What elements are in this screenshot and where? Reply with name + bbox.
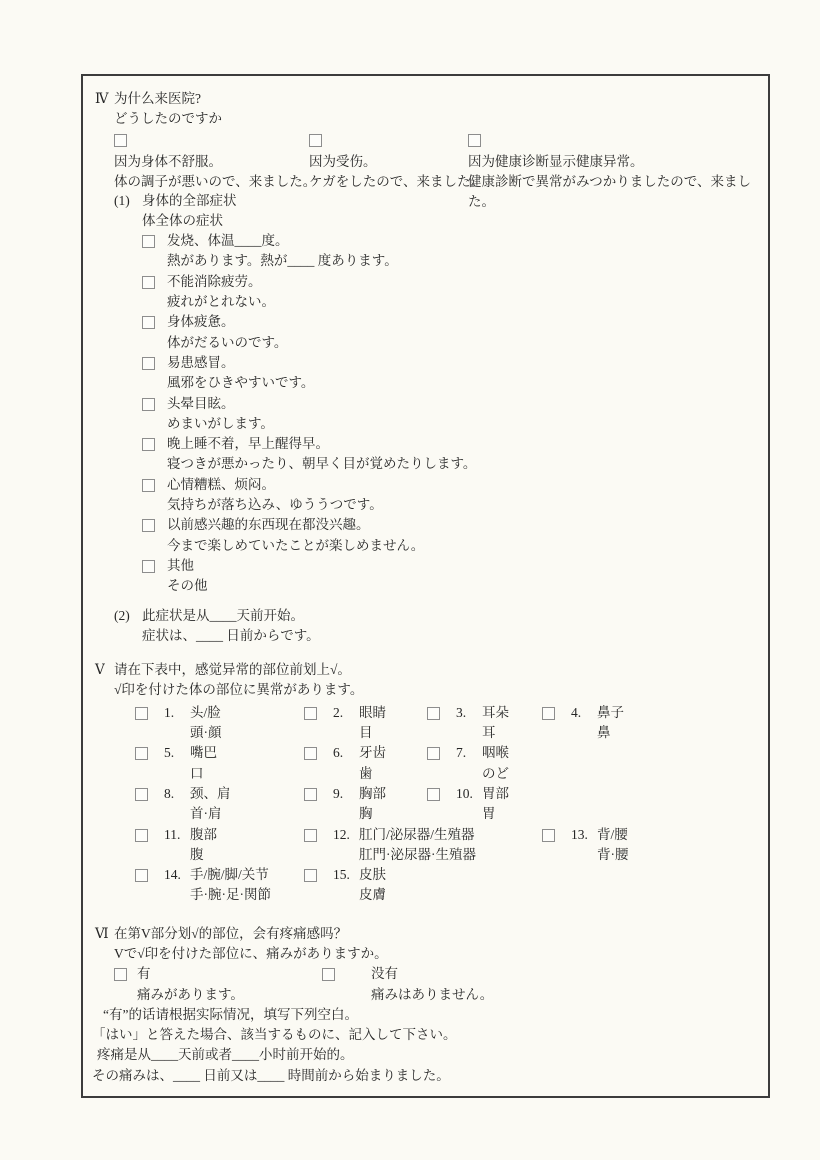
pain-note-cn: “有”的话请根据实际情况，填写下列空白。	[103, 1006, 358, 1022]
body-part-label-jp: 胸	[359, 806, 373, 822]
checkbox[interactable]	[142, 560, 155, 573]
section-v-title-jp: √印を付けた体の部位に異常があります。	[114, 682, 364, 698]
body-part-row	[83, 784, 758, 825]
body-part-label-jp: 背·腰	[597, 846, 629, 862]
body-part-label-jp: 耳	[482, 725, 496, 741]
checkbox[interactable]	[322, 968, 335, 981]
body-part-number: 12.	[333, 826, 350, 842]
symptom-label-cn: 以前感兴趣的东西现在都没兴趣。	[167, 517, 370, 533]
checkbox[interactable]	[135, 788, 148, 801]
pain-no-option	[322, 964, 493, 1005]
body-part-item	[542, 825, 629, 866]
body-part-item	[135, 703, 222, 744]
pain-yes-label-cn: 有	[137, 966, 151, 982]
checkbox[interactable]	[142, 235, 155, 248]
body-part-label-cn: 耳朵	[482, 704, 509, 720]
checkbox[interactable]	[309, 134, 322, 147]
body-part-item	[135, 865, 271, 906]
symptom-lethargy	[142, 312, 758, 353]
body-part-number: 13.	[571, 826, 588, 842]
body-part-label-cn: 牙齿	[359, 745, 386, 761]
pain-yes-label-jp: 痛みがあります。	[137, 986, 244, 1002]
pain-no-label-cn: 没有	[371, 966, 398, 982]
body-part-number: 1.	[164, 704, 175, 720]
symptom-label-jp: 疲れがとれない。	[167, 294, 275, 310]
body-part-label-cn: 颈、肩	[190, 785, 231, 801]
body-part-label-jp: 口	[190, 765, 204, 781]
body-part-label-jp: のど	[482, 765, 509, 781]
section-iv-title-cn: 为什么来医院?	[114, 91, 201, 106]
symptom-fatigue-persistent	[142, 272, 758, 313]
checkbox[interactable]	[304, 747, 317, 760]
symptom-label-jp: 気持ちが落ち込み、ゆううつです。	[167, 497, 383, 513]
pain-duration-jp: その痛みは、____ 日前又は____ 時間前から始まりました。	[92, 1067, 450, 1083]
body-part-item	[304, 865, 386, 906]
body-part-item	[135, 825, 217, 866]
sub2-text-cn: 此症状是从____天前开始。	[142, 607, 304, 623]
sub1-title-jp: 体全体の症状	[142, 212, 223, 228]
symptom-label-jp: 寝つきが悪かったり、朝早く目が覚めたりします。	[167, 456, 477, 472]
checkbox[interactable]	[135, 747, 148, 760]
symptom-label-jp: 体がだるいのです。	[167, 334, 288, 350]
reason-label-cn: 因为受伤。	[309, 153, 377, 169]
body-part-label-cn: 背/腰	[597, 826, 628, 842]
checkbox[interactable]	[142, 276, 155, 289]
body-part-label-cn: 眼睛	[359, 704, 386, 720]
sub1-title-cn: 身体的全部症状	[142, 192, 237, 208]
checkbox[interactable]	[142, 519, 155, 532]
checkbox[interactable]	[304, 707, 317, 720]
body-part-label-cn: 咽喉	[482, 745, 509, 761]
pain-note-jp: 「はい」と答えた場合、該当するものに、記入して下さい。	[92, 1027, 457, 1043]
pain-no-label-jp: 痛みはありません。	[371, 986, 494, 1002]
checkbox[interactable]	[542, 707, 555, 720]
body-part-item	[304, 784, 386, 825]
pain-duration-cn: 疼痛是从____天前或者____小时前开始的。	[97, 1047, 354, 1063]
symptom-catch-cold-easily	[142, 353, 758, 394]
body-part-label-cn: 鼻子	[597, 704, 624, 720]
symptom-label-jp: 今まで楽しめていたことが楽しめません。	[167, 537, 425, 553]
sub2-duration	[114, 606, 758, 647]
checkbox[interactable]	[142, 438, 155, 451]
body-part-number: 9.	[333, 785, 344, 801]
body-part-item	[304, 743, 386, 784]
section-iv-title-jp: どうしたのですか	[114, 111, 222, 127]
checkbox[interactable]	[468, 134, 481, 147]
symptom-label-cn: 身体疲惫。	[167, 314, 235, 330]
body-part-number: 6.	[333, 745, 344, 761]
body-part-label-jp: 胃	[482, 806, 496, 822]
section-iv-heading	[95, 89, 758, 109]
body-part-label-jp: 歯	[359, 765, 373, 781]
symptom-label-cn: 晚上睡不着，早上醒得早。	[167, 436, 329, 452]
body-part-label-jp: 肛門·泌尿器·生殖器	[359, 846, 476, 862]
body-part-number: 3.	[456, 704, 467, 720]
symptom-label-jp: その他	[167, 578, 208, 594]
body-part-item	[304, 703, 386, 744]
symptom-label-cn: 易患感冒。	[167, 354, 235, 370]
body-part-label-cn: 胃部	[482, 785, 509, 801]
symptom-label-jp: 風邪をひきやすいです。	[167, 375, 315, 391]
body-part-item	[427, 784, 509, 825]
section-vi-numeral: Ⅵ	[95, 925, 109, 941]
body-part-table	[83, 703, 758, 906]
body-part-label-jp: 皮膚	[359, 887, 386, 903]
symptom-dizziness	[142, 394, 758, 435]
symptom-label-cn: 不能消除疲劳。	[167, 273, 262, 289]
body-part-label-jp: 手·腕·足·関節	[190, 887, 271, 903]
checkbox[interactable]	[304, 869, 317, 882]
symptom-loss-of-interest	[142, 515, 758, 556]
body-part-item	[135, 743, 217, 784]
body-part-row	[83, 865, 758, 906]
sub1-label: (1)	[114, 192, 130, 208]
symptom-label-cn: 其他	[167, 557, 194, 573]
checkbox[interactable]	[304, 829, 317, 842]
checkbox[interactable]	[142, 479, 155, 492]
reason-injury	[309, 130, 484, 193]
checkbox[interactable]	[142, 316, 155, 329]
body-part-number: 8.	[164, 785, 175, 801]
reason-label-cn: 因为身体不舒服。	[114, 153, 222, 169]
pain-yes-option	[114, 964, 244, 1005]
body-part-row	[83, 825, 758, 866]
body-part-item	[304, 825, 476, 866]
section-vi-title-jp: Vで√印を付けた部位に、痛みがありますか。	[114, 945, 388, 961]
checkbox[interactable]	[135, 829, 148, 842]
body-part-number: 14.	[164, 867, 181, 883]
body-part-number: 11.	[164, 826, 181, 842]
body-part-label-cn: 头/脸	[190, 704, 221, 720]
questionnaire-form	[81, 74, 770, 1098]
symptom-label-cn: 发烧、体温____度。	[167, 233, 289, 249]
body-part-label-cn: 胸部	[359, 785, 386, 801]
section-iv-numeral: Ⅳ	[95, 91, 109, 106]
body-part-number: 2.	[333, 704, 344, 720]
checkbox[interactable]	[304, 788, 317, 801]
reason-checkup	[468, 130, 758, 213]
body-part-label-jp: 目	[359, 725, 373, 741]
section-v-title-cn: 请在下表中，感觉异常的部位前划上√。	[114, 662, 351, 678]
section-v-numeral: Ⅴ	[95, 662, 105, 678]
symptom-label-cn: 头晕目眩。	[167, 395, 235, 411]
body-part-number: 5.	[164, 745, 175, 761]
body-part-number: 4.	[571, 704, 582, 720]
section-vi-heading	[95, 924, 758, 944]
reason-label-jp: 体の調子が悪いので、来ました。	[114, 173, 317, 189]
checkbox[interactable]	[542, 829, 555, 842]
body-part-row	[83, 703, 758, 744]
body-part-label-cn: 嘴巴	[190, 745, 217, 761]
checkbox[interactable]	[427, 788, 440, 801]
symptom-fever	[142, 231, 758, 272]
body-part-label-cn: 手/腕/脚/关节	[190, 867, 269, 883]
symptom-other	[142, 556, 758, 597]
body-part-label-cn: 皮肤	[359, 867, 386, 883]
reason-label-jp: ケガをしたので、来ました。	[309, 173, 484, 189]
checkbox[interactable]	[142, 357, 155, 370]
body-part-label-cn: 肛门/泌尿器/生殖器	[359, 826, 475, 842]
checkbox[interactable]	[114, 134, 127, 147]
body-part-item	[135, 784, 231, 825]
body-part-item	[427, 743, 509, 784]
body-part-row	[83, 743, 758, 784]
symptom-label-cn: 心情糟糕、烦闷。	[167, 476, 275, 492]
body-part-label-jp: 鼻	[597, 725, 611, 741]
symptom-label-jp: 熱があります。熱が____ 度あります。	[167, 253, 398, 269]
checkbox[interactable]	[142, 398, 155, 411]
checkbox[interactable]	[114, 968, 127, 981]
body-part-label-jp: 頭·顔	[190, 725, 222, 741]
section-vi-title-cn: 在第V部分划√的部位，会有疼痛感吗？	[114, 925, 348, 941]
body-part-number: 10.	[456, 785, 473, 801]
checkbox[interactable]	[135, 869, 148, 882]
checkbox[interactable]	[427, 747, 440, 760]
sub2-text-jp: 症状は、____ 日前からです。	[142, 627, 320, 643]
body-part-label-jp: 首·肩	[190, 806, 222, 822]
body-part-number: 7.	[456, 745, 467, 761]
body-part-label-jp: 腹	[190, 846, 204, 862]
checkbox[interactable]	[427, 707, 440, 720]
sub2-label: (2)	[114, 607, 130, 623]
reason-label-jp: 健康診断で異常がみつかりましたので、来ました。	[468, 173, 751, 210]
body-part-number: 15.	[333, 867, 350, 883]
section-v-heading	[95, 660, 758, 680]
reason-illness	[114, 130, 316, 193]
body-part-item	[427, 703, 509, 744]
reason-label-cn: 因为健康诊断显示健康异常。	[468, 153, 644, 169]
body-part-item	[542, 703, 624, 744]
symptom-depressed-mood	[142, 475, 758, 516]
symptom-label-jp: めまいがします。	[167, 415, 274, 431]
symptom-insomnia	[142, 434, 758, 475]
checkbox[interactable]	[135, 707, 148, 720]
body-part-label-cn: 腹部	[190, 826, 217, 842]
pain-yes-no-options	[83, 964, 758, 1005]
